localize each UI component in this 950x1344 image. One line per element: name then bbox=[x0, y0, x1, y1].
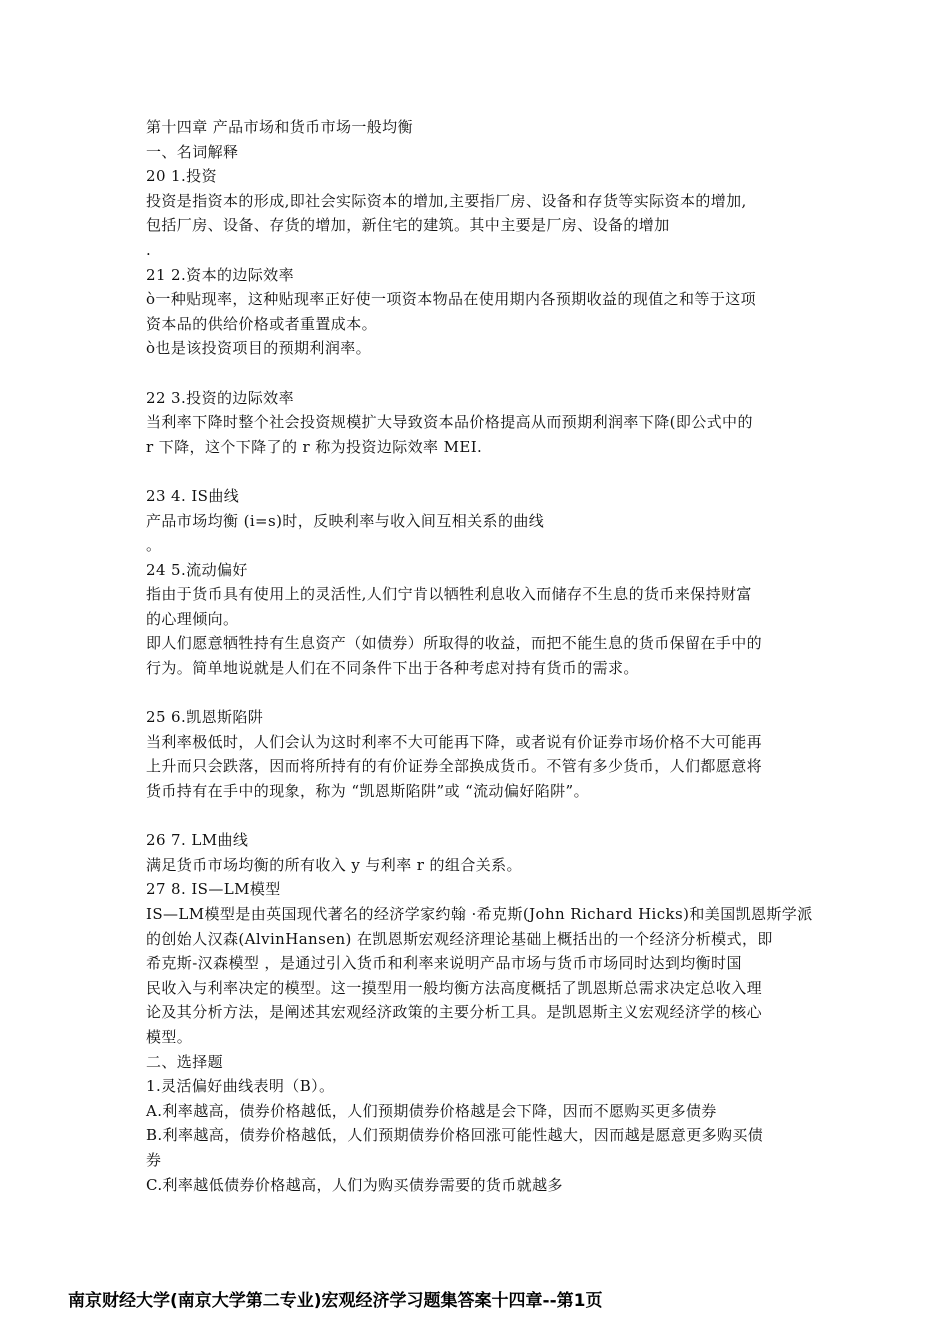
term-heading: 22 3.投资的边际效率 bbox=[146, 388, 294, 407]
text-line: 即人们愿意牺牲持有生息资产（如债券）所取得的收益，而把不能生息的货币保留在手中的 bbox=[146, 634, 763, 653]
term-heading: 25 6.凯恩斯陷阱 bbox=[146, 708, 264, 727]
term-heading: 20 1.投资 bbox=[146, 167, 217, 186]
option-line: C.利率越低债券价格越高，人们为购买债券需要的货币就越多 bbox=[146, 1175, 563, 1194]
text-line: IS—LM模型是由英国现代著名的经济学家约翰 ·希克斯(John Richard Hicks)和美国凯恩斯学派 bbox=[146, 905, 813, 923]
text-line: 。 bbox=[146, 536, 162, 555]
term-heading: 21 2.资本的边际效率 bbox=[146, 265, 294, 284]
term-heading: 27 8. IS—LM模型 bbox=[146, 880, 281, 899]
text-line: 当利率极低时，人们会认为这时利率不大可能再下降，或者说有价证券市场价格不大可能再 bbox=[146, 732, 763, 751]
chapter-title: 第十四章 产品市场和货币市场一般均衡 bbox=[146, 118, 413, 136]
page-footer: 南京财经大学(南京大学第二专业)宏观经济学习题集答案十四章--第1页 bbox=[68, 1291, 603, 1311]
text-line: ò也是该投资项目的预期利润率。 bbox=[146, 339, 372, 358]
option-line: 券 bbox=[146, 1150, 162, 1169]
text-line: 模型。 bbox=[146, 1027, 193, 1046]
section-heading: 二、选择题 bbox=[146, 1052, 224, 1071]
text-line: r 下降，这个下降了的 r 称为投资边际效率 MEI. bbox=[146, 437, 483, 456]
text-line: 满足货币市场均衡的所有收入 y 与利率 r 的组合关系。 bbox=[146, 855, 522, 874]
text-line: 当利率下降时整个社会投资规模扩大导致资本品价格提高从而预期利润率下降(即公式中的 bbox=[146, 413, 753, 432]
text-line: 论及其分析方法，是阐述其宏观经济政策的主要分析工具。是凯恩斯主义宏观经济学的核心 bbox=[146, 1003, 763, 1022]
term-heading: 23 4. IS曲线 bbox=[146, 486, 240, 505]
option-line: A.利率越高，债券价格越低，人们预期债券价格越是会下降，因而不愿购买更多债券 bbox=[146, 1101, 717, 1120]
text-line: 民收入与利率决定的模型。这一摸型用一般均衡方法高度概括了凯恩斯总需求决定总收入理 bbox=[146, 978, 763, 997]
document-body bbox=[146, 115, 813, 1197]
term-heading: 24 5.流动偏好 bbox=[146, 560, 248, 579]
term-heading: 26 7. LM曲线 bbox=[146, 831, 249, 850]
text-line: 行为。简单地说就是人们在不同条件下出于各种考虑对持有货币的需求。 bbox=[146, 659, 639, 678]
text-line: 资本品的供给价格或者重置成本。 bbox=[146, 314, 378, 333]
text-line: ò一种贴现率，这种贴现率正好使一项资本物品在使用期内各预期收益的现值之和等于这项 bbox=[146, 290, 757, 309]
blank-line bbox=[146, 459, 810, 484]
text-line: 投资是指资本的形成,即社会实际资本的增加,主要指厂房、设备和存货等实际资本的增加, bbox=[146, 191, 747, 210]
text-line: . bbox=[146, 240, 152, 259]
blank-line bbox=[146, 361, 810, 386]
option-line: B.利率越高，债券价格越低，人们预期债券价格回涨可能性越大，因而越是愿意更多购买债 bbox=[146, 1126, 764, 1145]
text-line: 希克斯-汉森模型 ，是通过引入货币和利率来说明产品市场与货币市场同时达到均衡时国 bbox=[146, 954, 742, 973]
blank-line bbox=[146, 804, 810, 829]
blank-line bbox=[146, 681, 810, 706]
section-heading: 一、名词解释 bbox=[146, 142, 239, 161]
text-line: 产品市场均衡 (i=s)时，反映利率与收入间互相关系的曲线 bbox=[146, 511, 545, 530]
text-line: 指由于货币具有使用上的灵活性,人们宁肯以牺牲利息收入而储存不生息的货币来保持财富 bbox=[146, 585, 752, 604]
text-line: 货币持有在手中的现象，称为 “凯恩斯陷阱”或 “流动偏好陷阱”。 bbox=[146, 782, 590, 801]
text-line: 的心理倾向。 bbox=[146, 609, 239, 628]
text-line: 包括厂房、设备、存货的增加，新住宅的建筑。其中主要是厂房、设备的增加 bbox=[146, 216, 670, 235]
question-line: 1.灵活偏好曲线表明（B）。 bbox=[146, 1077, 335, 1096]
text-line: 的创始人汉森(AlvinHansen) 在凯恩斯宏观经济理论基础上概括出的一个经济分析模式，即 bbox=[146, 929, 773, 948]
text-line: 上升而只会跌落，因而将所持有的有价证券全部换成货币。不管有多少货币，人们都愿意将 bbox=[146, 757, 763, 776]
